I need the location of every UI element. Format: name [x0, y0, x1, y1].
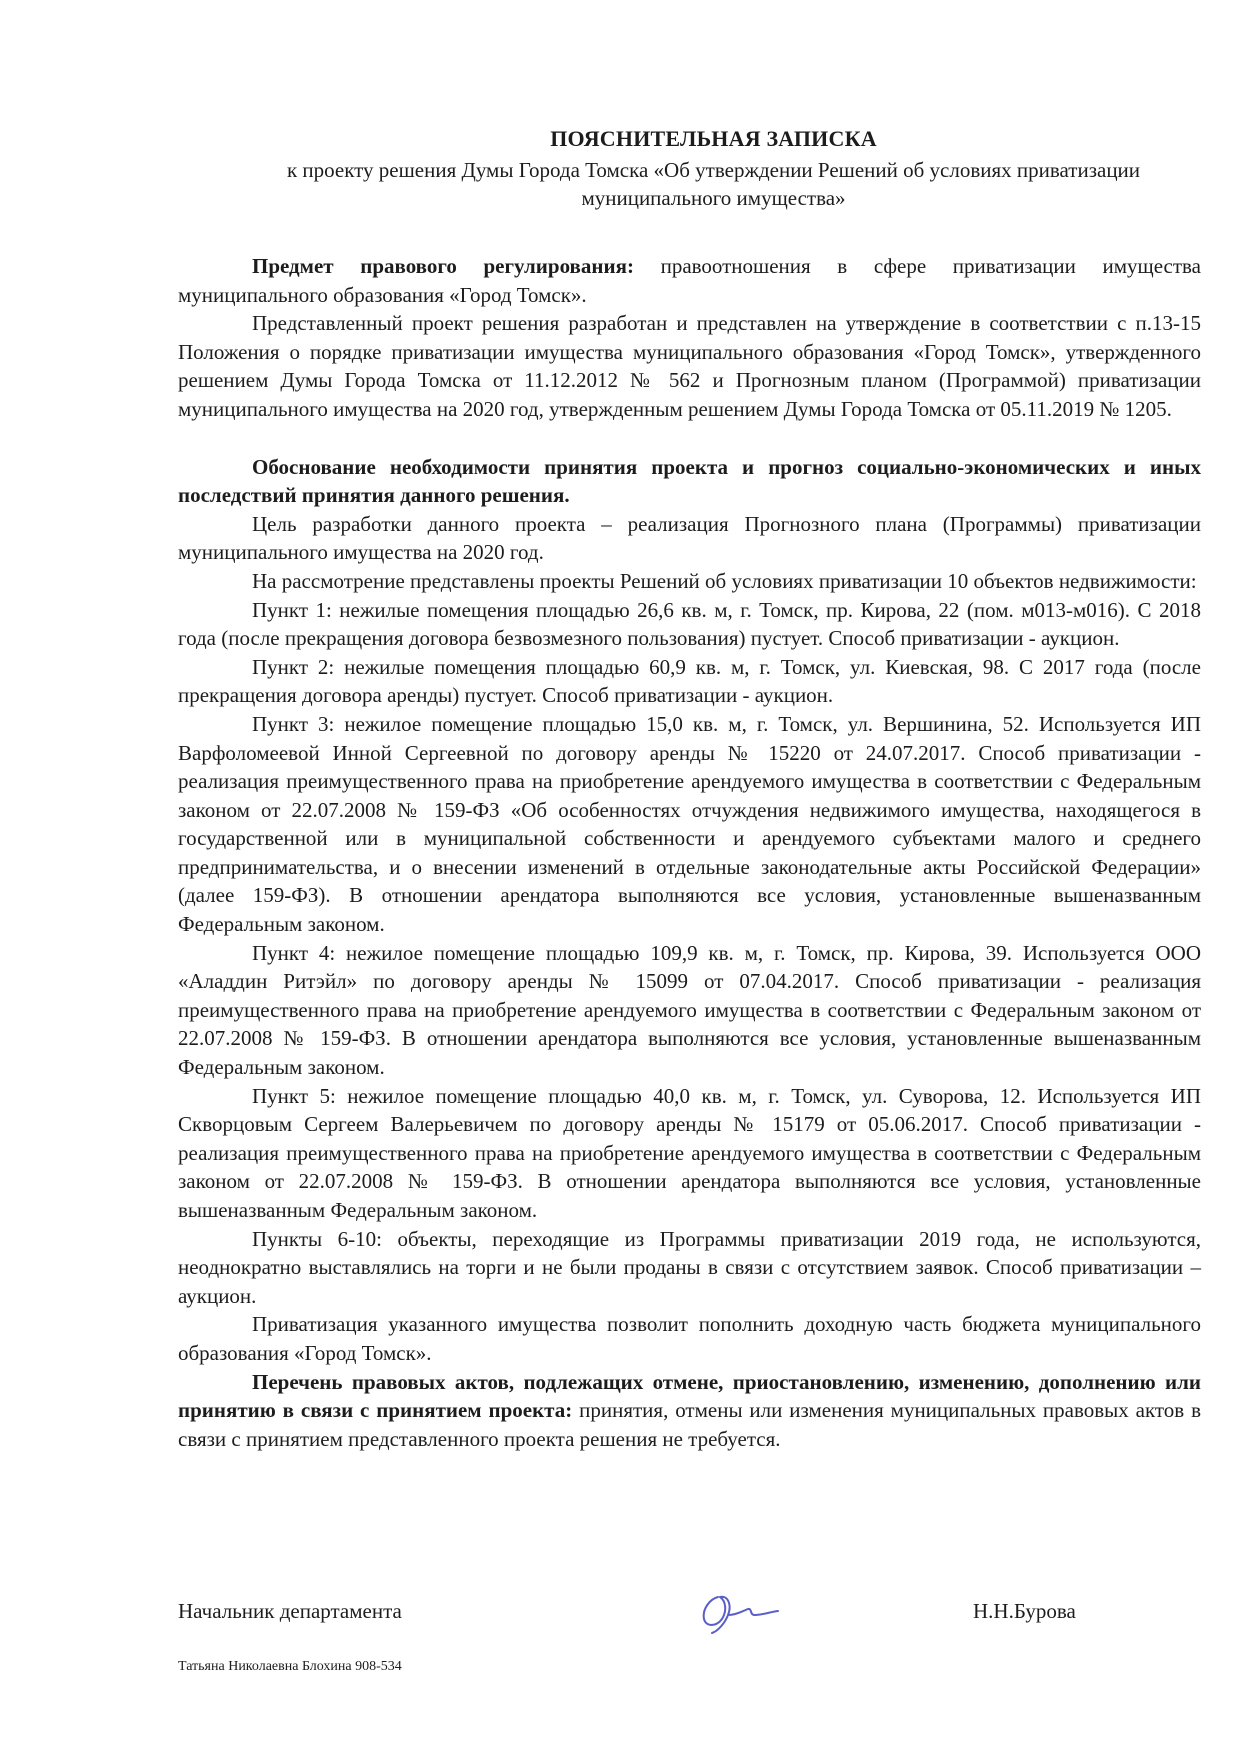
document-title: ПОЯСНИТЕЛЬНАЯ ЗАПИСКА — [550, 126, 877, 151]
item-paragraph-1: Пункт 1: нежилые помещения площадью 26,6 кв. м, г. Томск, пр. Кирова, 22 (пом. м013-м016). С 2018 года (после прекращения договора безвозмезного пользования) пустует. Способ приватизации - аукцион. — [178, 597, 1201, 651]
item-paragraph-5: Пункт 5: нежилое помещение площадью 40,0 кв. м, г. Томск, ул. Суворова, 12. Используется ИП Скворцовым Сергеем Валерьевичем по договору аренды № 15179 от 05.06.2017. Способ приватизации - реализация преимущественного права на приобретение арендуемого имущества в соответствии с Федеральным законом от 22.07.2008 № 159-ФЗ. В отношении арендатора выполняются все условия, установленные вышеназванным Федеральным законом. — [178, 1083, 1201, 1222]
budget-paragraph: Приватизация указанного имущества позволит пополнить доходную часть бюджета муниципального образования «Город Томск». — [178, 1312, 1201, 1365]
document-subtitle: к проекту решения Думы Города Томска «Об утверждении Решений об условиях приватизации муниципального имущества» — [286, 158, 1141, 210]
document-body — [178, 252, 1201, 1453]
goal-paragraph: Цель разработки данного проекта – реализация Прогнозного плана (Программы) приватизации муниципального имущества на 2020 год. — [178, 511, 1201, 565]
subject-paragraph — [178, 252, 1201, 309]
subject-label: Предмет правового регулирования: — [252, 254, 634, 278]
item-paragraph-6-10: Пункты 6-10: объекты, переходящие из Программы приватизации 2019 года, не используются, неоднократно выставлялись на торги и не были проданы в связи с отсутствием заявок. Способ приватизации – аукцион. — [178, 1226, 1201, 1308]
item-paragraph-2: Пункт 2: нежилые помещения площадью 60,9 кв. м, г. Томск, ул. Киевская, 98. С 2017 года (после прекращения договора аренды) пустует. Способ приватизации - аукцион. — [178, 654, 1201, 708]
item-paragraph-3: Пункт 3: нежилое помещение площадью 15,0 кв. м, г. Томск, ул. Вершинина, 52. Используется ИП Варфоломеевой Инной Сергеевной по договору аренды № 15220 от 24.07.2017. Способ приватизации - реализация преимущественного права на приобретение арендуемого имущества в соответствии с Федеральным законом от 22.07.2008 № 159-ФЗ «Об особенностях отчуждения недвижимого имущества, находящегося в государственной или в муниципальной собственности и арендуемого субъектами малого и среднего предпринимательства, и о внесении изменений в отдельные законодательные акты Российской Федерации» (далее 159-ФЗ). В отношении арендатора выполняются все условия, установленные вышеназванным Федеральным законом. — [178, 711, 1201, 937]
handwritten-signature — [688, 1585, 783, 1637]
intro-paragraph: На рассмотрение представлены проекты Решений об условиях приватизации 10 объектов недвижимости: — [252, 568, 1197, 593]
contact-footer: Татьяна Николаевна Блохина 908-534 — [178, 1659, 402, 1674]
acts-label: Перечень правовых актов, подлежащих отмене, приостановлению, изменению, дополнению или принятию в связи с принятием проекта: — [178, 1369, 1201, 1423]
subject-text: правоотношения в сфере приватизации имущества муниципального образования «Город Томск». — [178, 254, 1202, 307]
signature-row — [178, 1585, 1178, 1633]
basis-paragraph: Представленный проект решения разработан и представлен на утверждение в соответствии с п.13-15 Положения о порядке приватизации имущества муниципального образования «Город Томск», утвержденного решением Думы Города Томска от 11.12.2012 № 562 и Прогнозным планом (Программой) приватизации муниципального имущества на 2020 год, утвержденным решением Думы Города Томска от 05.11.2019 № 1205. — [178, 311, 1201, 421]
signer-position: Начальник департамента — [178, 1599, 402, 1623]
acts-text: принятия, отмены или изменения муниципальных правовых актов в связи с принятием представленного проекта решения не требуется. — [178, 1398, 1201, 1451]
document-content — [178, 124, 1201, 1453]
acts-paragraph — [178, 1368, 1201, 1454]
signer-name: Н.Н.Бурова — [973, 1599, 1076, 1623]
justification-heading: Обоснование необходимости принятия проекта и прогноз социально-экономических и иных последствий принятия данного решения. — [178, 454, 1201, 508]
item-paragraph-4: Пункт 4: нежилое помещение площадью 109,9 кв. м, г. Томск, пр. Кирова, 39. Используется ООО «Аладдин Ритэйл» по договору аренды № 15099 от 07.04.2017. Способ приватизации - реализация преимущественного права на приобретение арендуемого имущества в соответствии с Федеральным законом от 22.07.2008 № 159-ФЗ. В отношении арендатора выполняются все условия, установленные вышеназванным Федеральным законом. — [178, 940, 1201, 1080]
